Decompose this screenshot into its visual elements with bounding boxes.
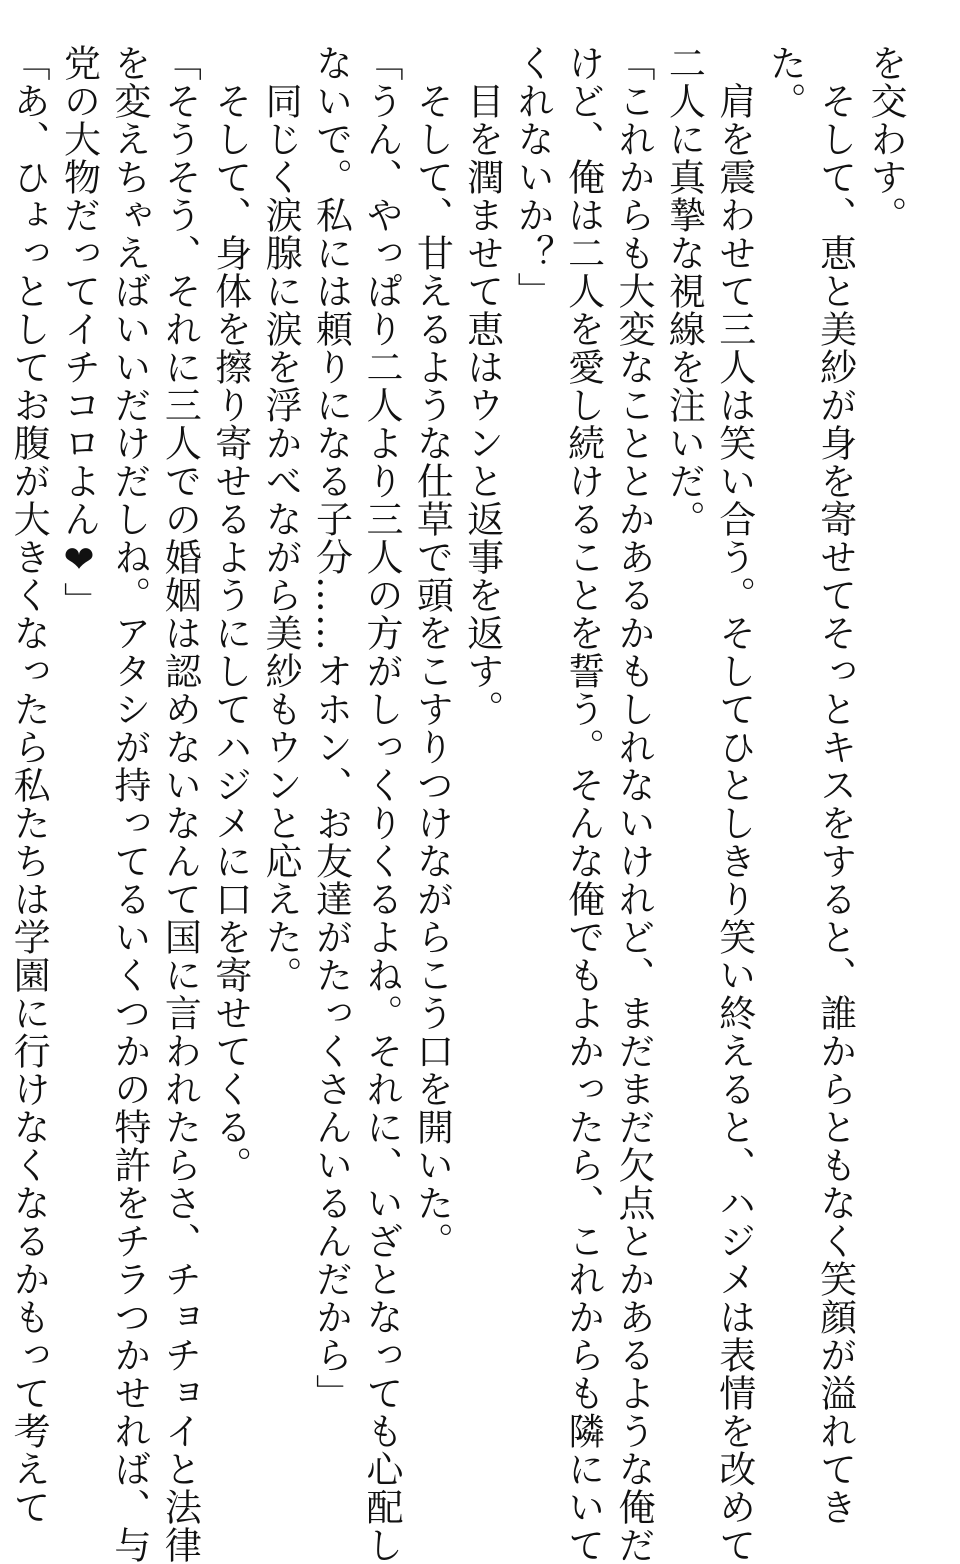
text-line: を変えちゃえばいいだけだしね。アタシが持ってるいくつかの特許をチラつかせれば、与 (107, 44, 151, 1564)
text-line: 肩を震わせて三人は笑い合う。そしてひとしきり笑い終えると、ハジメは表情を改めて (712, 44, 756, 1564)
text-line: 「これからも大変なこととかあるかもしれないけれど、まだまだ欠点とかあるような俺だ (611, 44, 655, 1564)
text-line: を交わす。 (864, 44, 907, 234)
text-line: けど、俺は二人を愛し続けることを誓う。そんな俺でもよかったら、これからも隣にいて (561, 44, 605, 1564)
text-line: 「そうそう、それに三人での婚姻は認めないなんて国に言われたらさ、チョチョイと法律 (158, 44, 202, 1564)
text-line: た。 (763, 44, 807, 120)
text-line: 「うん、やっぱり二人より三人の方がしっくりくるよね。それに、いざとなっても心配し (359, 44, 403, 1564)
text-line: そして、甘えるような仕草で頭をこすりつけながらこう口を開いた。 (410, 44, 454, 1260)
text-line: そして、恵と美紗が身を寄せてそっとキスをすると、誰からともなく笑顔が溢れてき (813, 44, 857, 1526)
text-line: くれないか？」 (511, 44, 555, 310)
text-line-main: 党の大物だってイチコロよん (57, 44, 101, 538)
heart-icon: ❤ (57, 538, 101, 582)
text-line: 二人に真摯な視線を注いだ。 (662, 44, 706, 538)
vertical-text-body (7, 44, 910, 1564)
text-line: 同じく涙腺に涙を浮かべながら美紗もウンと応えた。 (259, 44, 303, 994)
text-line: 「あ、ひょっとしてお腹が大きくなったら私たちは学園に行けなくなるかもって考えて (7, 44, 51, 1526)
closing-bracket: 」 (57, 582, 101, 620)
text-line: 目を潤ませて恵はウンと返事を返す。 (460, 44, 504, 728)
text-line: そして、身体を擦り寄せるようにしてハジメに口を寄せてくる。 (208, 44, 252, 1184)
text-line-with-heart (53, 44, 103, 1244)
text-line: ないで。私には頼りになる子分……オホン、お友達がたっくさんいるんだから」 (309, 44, 353, 1412)
